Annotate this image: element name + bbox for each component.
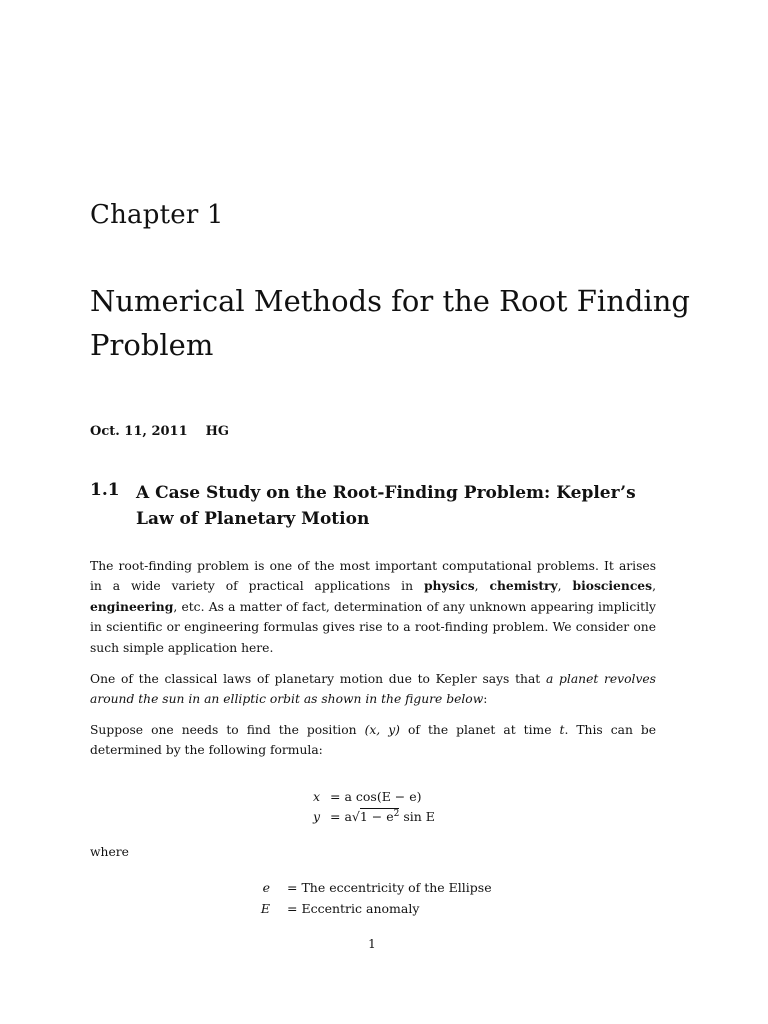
paragraph-text: of the planet at time <box>399 723 560 737</box>
paragraph-kepler <box>90 669 656 710</box>
separator: , <box>652 579 656 594</box>
section-number: 1.1 <box>90 480 120 500</box>
definition-text: = The eccentricity of the Ellipse <box>287 880 492 895</box>
radicand-exponent: 2 <box>393 809 400 819</box>
paragraph-text: , etc. As a matter of fact, determination of any unknown appearing implicitly in scientific or engineering formulas gives rise to a root-finding problem. We consider one such simple application here. <box>90 599 656 655</box>
page-number: 1 <box>368 937 376 951</box>
paragraph-text: . This can be determined by the following formula: <box>90 723 657 758</box>
kepler-law-statement: a planet revolves around the sun in an elliptic orbit as shown in the figure below <box>90 672 656 707</box>
keyword-engineering: engineering <box>90 598 174 614</box>
where-label: where <box>90 845 129 859</box>
keyword-chemistry: chemistry <box>489 578 558 594</box>
keyword-physics: physics <box>423 578 475 594</box>
section-title: A Case Study on the Root-Finding Problem: Kepler’s Law of Planetary Motion <box>136 483 636 529</box>
chapter-label: Chapter 1 <box>90 200 224 230</box>
radicand-text: 1 − e <box>359 809 394 824</box>
time-symbol: t <box>559 723 565 737</box>
chapter-title: Numerical Methods for the Root Finding Problem <box>90 284 690 362</box>
definition-text: = Eccentric anomaly <box>287 901 420 916</box>
document-date: Oct. 11, 2011 <box>90 424 188 439</box>
paragraph-text: One of the classical laws of planetary motion due to Kepler says that <box>90 672 546 686</box>
equation-x-lhs: x <box>312 789 320 804</box>
equation-y-lhs: y <box>312 809 320 824</box>
document-meta <box>90 424 229 439</box>
keyword-biosciences: biosciences <box>572 578 653 594</box>
equation-y-prefix: = a <box>330 809 352 824</box>
equation-y-rhs <box>330 809 435 824</box>
paragraph-text: Suppose one needs to find the position <box>90 723 365 737</box>
radical-sign: √ <box>351 809 360 824</box>
radicand <box>360 808 400 824</box>
paragraph-intro <box>90 556 656 658</box>
paragraph-text: The root-finding problem is one of the most important computational problems. It arises in a wide variety of practical applications in <box>90 559 656 594</box>
definition-symbol: e <box>262 880 270 895</box>
definition-symbol: E <box>260 901 270 916</box>
separator: , <box>557 579 573 594</box>
equation-y-suffix: sin E <box>399 809 435 824</box>
separator: , <box>474 579 490 594</box>
document-author: HG <box>205 424 230 439</box>
equation-x-rhs: = a cos(E − e) <box>330 789 422 804</box>
position-symbol: (x, y) <box>364 723 400 737</box>
paragraph-position <box>90 720 656 761</box>
paragraph-text: : <box>483 692 488 707</box>
